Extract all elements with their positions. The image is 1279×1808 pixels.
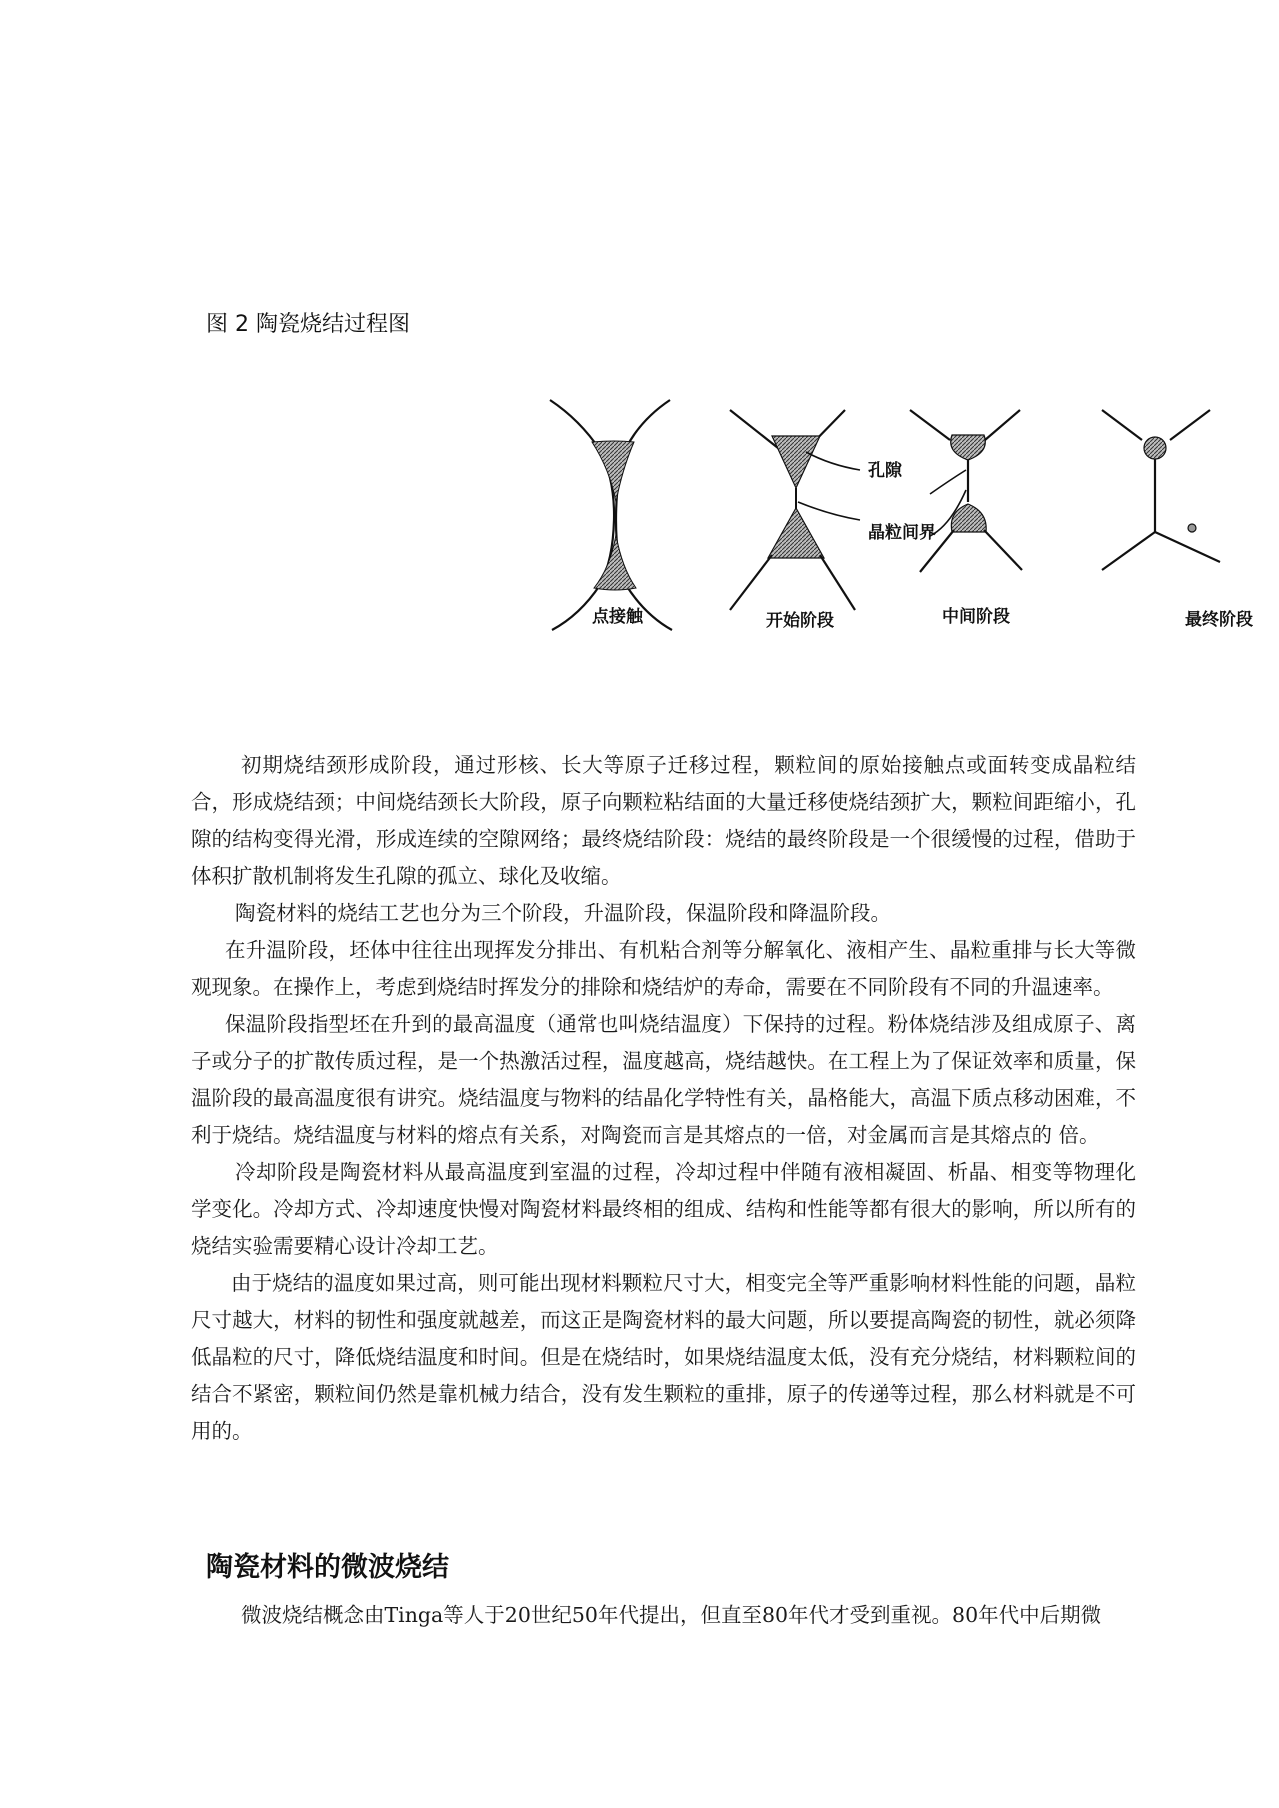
- stage-final: [1102, 410, 1220, 570]
- stage-label-initial: 开始阶段: [766, 611, 834, 631]
- section-heading: 陶瓷材料的微波烧结: [206, 1552, 449, 1583]
- stage-intermediate: [910, 410, 1022, 572]
- stage-initial: [730, 410, 936, 610]
- sintering-figure: [530, 390, 1279, 680]
- stage-label-point-contact: 点接触: [592, 607, 643, 627]
- body-text: [191, 747, 1136, 1450]
- callout-pore: 孔隙: [868, 461, 902, 481]
- paragraph-heating-stage: 在升温阶段，坯体中往往出现挥发分排出、有机粘合剂等分解氧化、液相产生、晶粒重排与长大等微观现象。在操作上，考虑到烧结时挥发分的排除和烧结炉的寿命，需要在不同阶段有不同的升温速率。: [191, 938, 1136, 999]
- callout-grain-boundary: 晶粒间界: [868, 523, 936, 543]
- paragraph-holding-stage: 保温阶段指型坯在升到的最高温度（通常也叫烧结温度）下保持的过程。粉体烧结涉及组成原子、离子或分子的扩散传质过程，是一个热激活过程，温度越高，烧结越快。在工程上为了保证效率和质量，保温阶段的最高温度很有讲究。烧结温度与物料的结晶化学特性有关，晶格能大，高温下质点移动困难，不利于烧结。烧结温度与材料的熔点有关系，对陶瓷而言是其熔点的一倍，对金属而言是其熔点的 倍。: [191, 1012, 1136, 1147]
- paragraph-sintering-stages: 初期烧结颈形成阶段，通过形核、长大等原子迁移过程，颗粒间的原始接触点或面转变成晶粒结合，形成烧结颈；中间烧结颈长大阶段，原子向颗粒粘结面的大量迁移使烧结颈扩大，颗粒间距缩小，孔隙的结构变得光滑，形成连续的空隙网络；最终烧结阶段：烧结的最终阶段是一个很缓慢的过程，借助于体积扩散机制将发生孔隙的孤立、球化及收缩。: [191, 753, 1136, 888]
- paragraph-cooling-stage: 冷却阶段是陶瓷材料从最高温度到室温的过程，冷却过程中伴随有液相凝固、析晶、相变等物理化学变化。冷却方式、冷却速度快慢对陶瓷材料最终相的组成、结构和性能等都有很大的影响，所以所有的烧结实验需要精心设计冷却工艺。: [191, 1160, 1136, 1258]
- figure-caption: 图 2 陶瓷烧结过程图: [206, 312, 410, 337]
- stage-point-contact: [550, 400, 672, 630]
- paragraph-process-overview: 陶瓷材料的烧结工艺也分为三个阶段，升温阶段，保温阶段和降温阶段。: [235, 901, 891, 925]
- stage-label-intermediate: 中间阶段: [942, 607, 1010, 627]
- sintering-diagram: [530, 390, 1279, 680]
- section-intro: 微波烧结概念由Tinga等人于20世纪50年代提出，但直至80年代才受到重视。80年代中后期微: [241, 1603, 1102, 1627]
- paragraph-temperature-effects: 由于烧结的温度如果过高，则可能出现材料颗粒尺寸大，相变完全等严重影响材料性能的问题，晶粒尺寸越大，材料的韧性和强度就越差，而这正是陶瓷材料的最大问题，所以要提高陶瓷的韧性，就必须降低晶粒的尺寸，降低烧结温度和时间。但是在烧结时，如果烧结温度太低，没有充分烧结，材料颗粒间的结合不紧密，颗粒间仍然是靠机械力结合，没有发生颗粒的重排，原子的传递等过程，那么材料就是不可用的。: [191, 1271, 1136, 1443]
- stage-label-final: 最终阶段: [1185, 610, 1253, 630]
